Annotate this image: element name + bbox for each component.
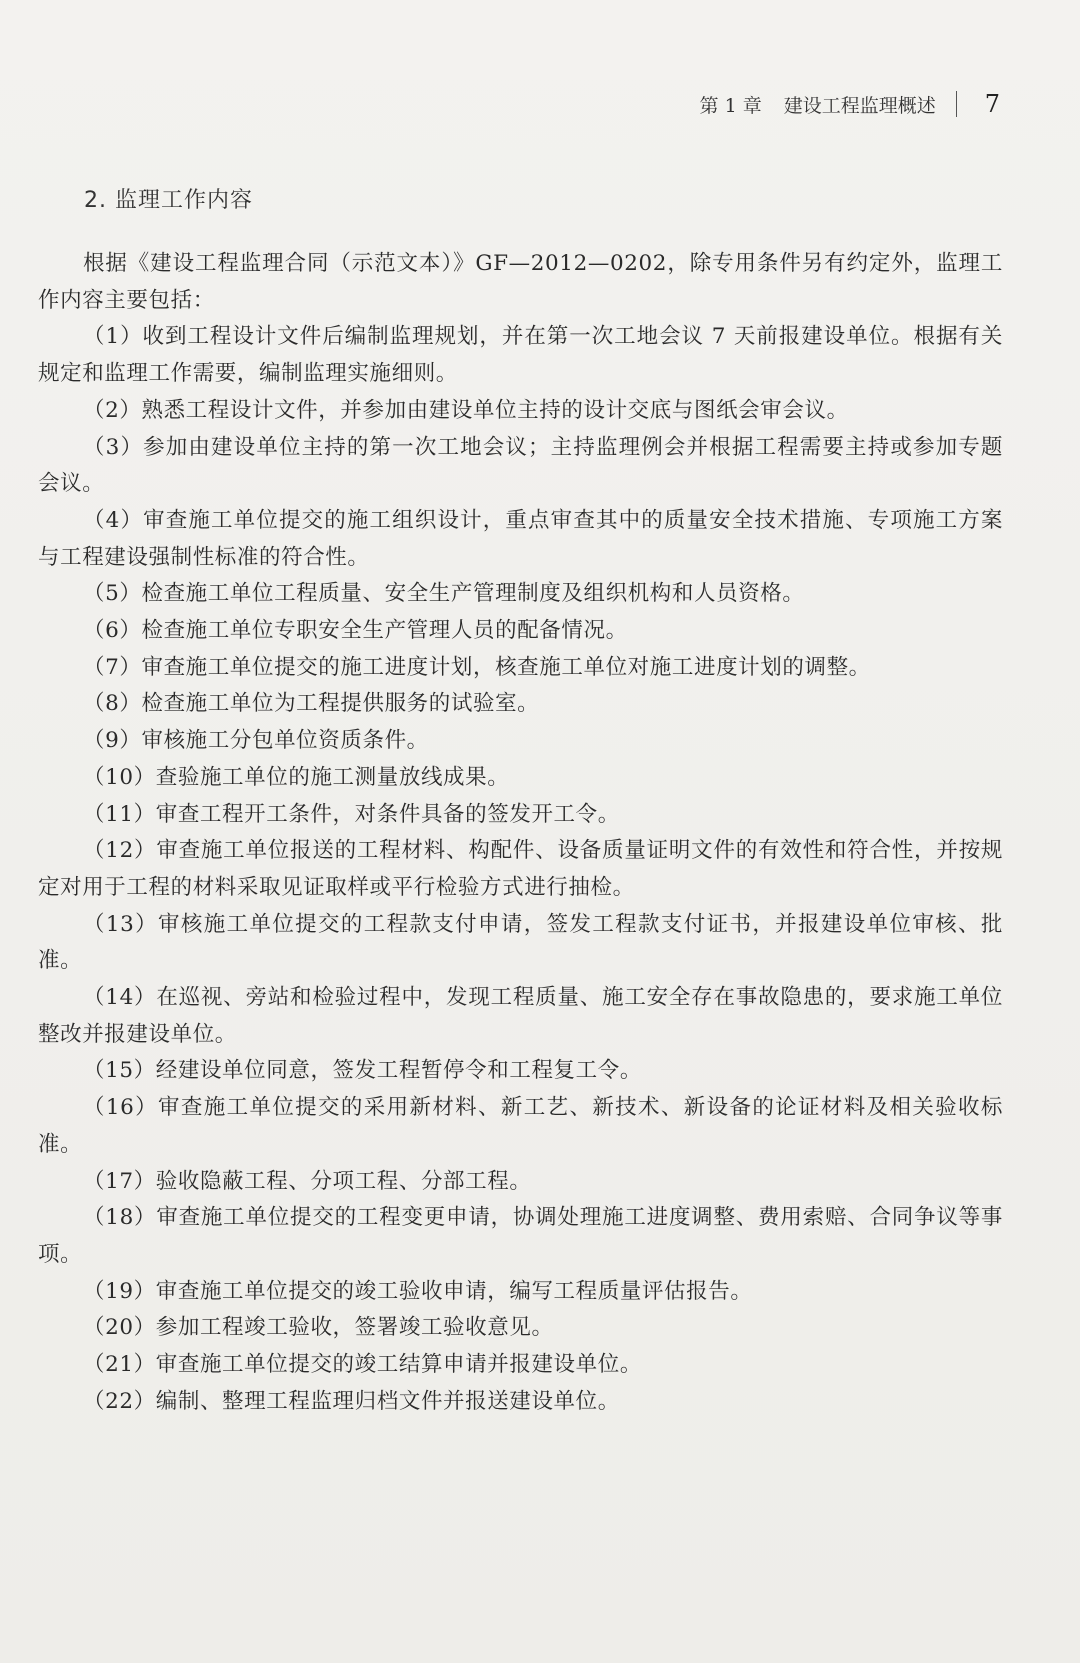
chapter-title: 建设工程监理概述	[783, 94, 936, 117]
running-header	[700, 90, 1000, 118]
section-heading: 2. 监理工作内容	[84, 188, 253, 213]
list-item: （4）审查施工单位提交的施工组织设计，重点审查其中的质量安全技术措施、专项施工方案与工程建设强制性标准的符合性。	[38, 507, 1003, 570]
page-number: 7	[984, 90, 1000, 118]
list-item: （9）审核施工分包单位资质条件。	[83, 728, 429, 754]
intro-paragraph: 根据《建设工程监理合同（示范文本）》GF—2012—0202，除专用条件另有约定外，监理工作内容主要包括：	[38, 251, 1003, 313]
list-item: （11）审查工程开工条件，对条件具备的签发开工令。	[83, 801, 620, 827]
list-item: （22）编制、整理工程监理归档文件并报送建设单位。	[83, 1388, 620, 1414]
list-item: （21）审查施工单位提交的竣工结算申请并报建设单位。	[83, 1352, 642, 1378]
list-item: （8）检查施工单位为工程提供服务的试验室。	[83, 691, 540, 717]
list-item: （12）审查施工单位报送的工程材料、构配件、设备质量证明文件的有效性和符合性，并按规定对用于工程的材料采取见证取样或平行检验方式进行抽检。	[38, 838, 1003, 900]
list-item: （5）检查施工单位工程质量、安全生产管理制度及组织机构和人员资格。	[83, 581, 805, 607]
list-item: （10）查验施工单位的施工测量放线成果。	[83, 764, 510, 790]
list-item: （3）参加由建设单位主持的第一次工地会议；主持监理例会并根据工程需要主持或参加专题会议。	[38, 434, 1003, 497]
chapter-number: 第 1 章	[699, 94, 762, 117]
list-item: （7）审查施工单位提交的施工进度计划，核查施工单位对施工进度计划的调整。	[83, 654, 871, 680]
header-divider	[956, 91, 957, 117]
list-item: （14）在巡视、旁站和检验过程中，发现工程质量、施工安全存在事故隐患的，要求施工单位整改并报建设单位。	[38, 985, 1003, 1047]
list-item: （1）收到工程设计文件后编制监理规划，并在第一次工地会议 7 天前报建设单位。根据有关规定和监理工作需要，编制监理实施细则。	[38, 324, 1003, 387]
list-item: （6）检查施工单位专职安全生产管理人员的配备情况。	[83, 618, 628, 644]
list-item: （13）审核施工单位提交的工程款支付申请，签发工程款支付证书，并报建设单位审核、批准。	[38, 911, 1003, 974]
list-item: （16）审查施工单位提交的采用新材料、新工艺、新技术、新设备的论证材料及相关验收标准。	[38, 1095, 1003, 1157]
list-item: （2）熟悉工程设计文件，并参加由建设单位主持的设计交底与图纸会审会议。	[83, 397, 849, 423]
list-item: （20）参加工程竣工验收，签署竣工验收意见。	[83, 1315, 554, 1341]
list-item: （19）审查施工单位提交的竣工验收申请，编写工程质量评估报告。	[83, 1278, 753, 1304]
main-content	[38, 183, 1003, 1421]
list-item: （18）审查施工单位提交的工程变更申请，协调处理施工进度调整、费用索赔、合同争议等事项。	[38, 1205, 1003, 1267]
list-item: （15）经建设单位同意，签发工程暂停令和工程复工令。	[83, 1058, 642, 1084]
list-item: （17）验收隐蔽工程、分项工程、分部工程。	[83, 1168, 532, 1194]
